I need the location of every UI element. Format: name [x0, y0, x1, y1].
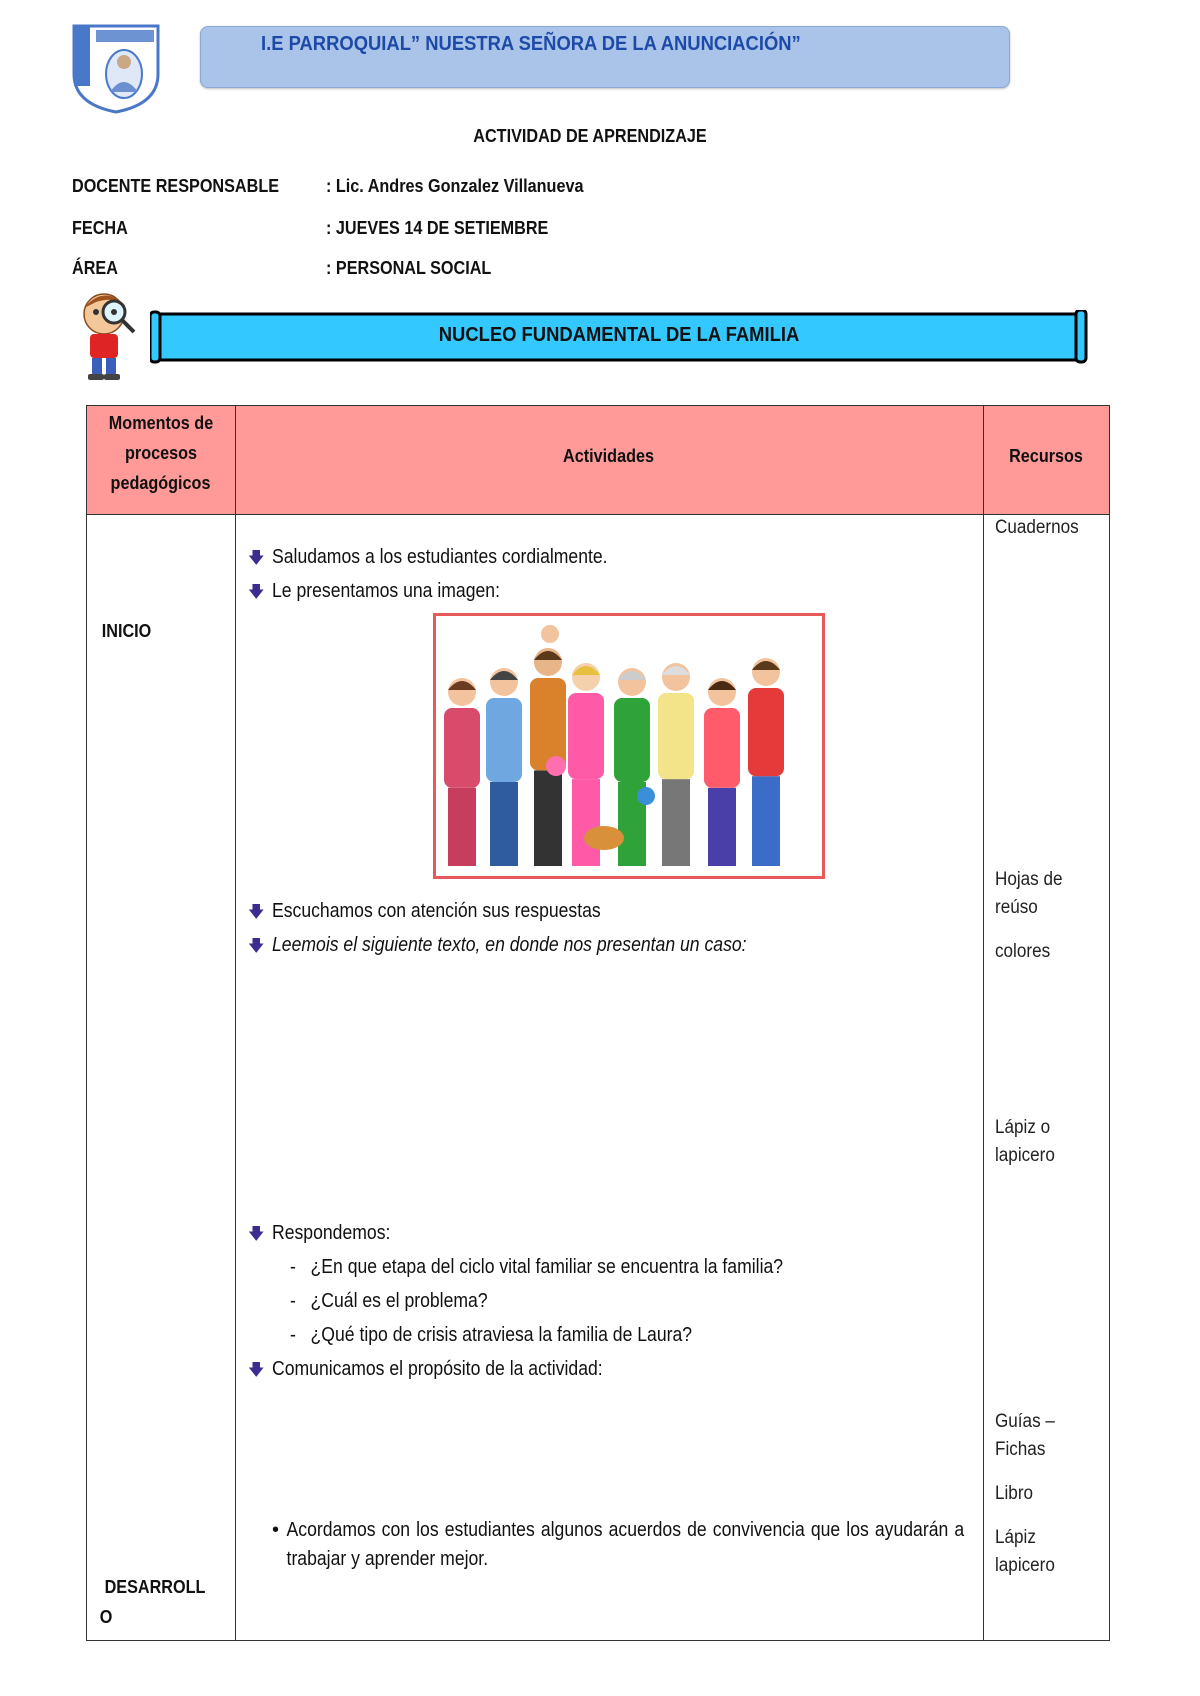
resource-lapicero: Lápiz lapicero — [995, 1527, 1055, 1576]
header-actividades: Actividades — [563, 446, 655, 466]
moment-inicio: INICIO — [101, 621, 152, 641]
column-divider — [235, 406, 236, 1640]
family-member-figure — [486, 668, 522, 866]
column-divider — [983, 406, 984, 1640]
question-item: - ¿En que etapa del ciclo vital familiar se encuentra la familia? — [290, 1256, 784, 1278]
info-row-fecha — [72, 218, 573, 239]
magnifying-boy-icon — [74, 288, 150, 384]
agreement-item: • Acordamos con los estudiantes algunos acuerdos de convivencia que los ayudarán a trabajar y aprender mejor. — [276, 1516, 956, 1574]
activity-item: 🡇 Leemois el siguiente texto, en donde nos presentan un caso: — [248, 934, 811, 962]
topic-title: NUCLEO FUNDAMENTAL DE LA FAMILIA — [438, 324, 800, 346]
family-illustration — [436, 616, 822, 876]
arrow-bullet-icon: 🡇 — [248, 550, 265, 567]
family-child-figure — [541, 625, 559, 643]
family-member-figure — [444, 678, 480, 866]
info-value: : JUEVES 14 DE SETIEMBRE — [326, 218, 549, 238]
info-label: FECHA — [72, 218, 128, 238]
activity-item: 🡇 Saludamos a los estudiantes cordialmente. — [248, 546, 653, 574]
family-member-figure — [748, 658, 784, 866]
resource-hojas: Hojas de reúso — [995, 869, 1063, 918]
school-name: I.E PARROQUIAL” NUESTRA SEÑORA DE LA ANUNCIACIÓN” — [261, 33, 801, 55]
dog-figure — [584, 826, 624, 850]
arrow-bullet-icon: 🡇 — [248, 1226, 265, 1243]
arrow-bullet-icon: 🡇 — [248, 904, 265, 921]
arrow-bullet-icon: 🡇 — [248, 1362, 265, 1379]
school-seal-icon — [70, 22, 162, 114]
family-member-figure — [704, 678, 740, 866]
family-child-figure — [546, 756, 566, 776]
header-recursos: Recursos — [1009, 446, 1083, 466]
activity-item: 🡇 Escuchamos con atención sus respuestas — [248, 900, 646, 928]
question-item: - ¿Cuál es el problema? — [290, 1290, 488, 1312]
resource-cuadernos: Cuadernos — [995, 517, 1079, 538]
info-row-area — [72, 258, 510, 279]
activity-table — [86, 405, 1110, 1641]
info-value: : PERSONAL SOCIAL — [326, 258, 492, 278]
arrow-bullet-icon: 🡇 — [248, 938, 265, 955]
resource-lapiz: Lápiz o lapicero — [995, 1117, 1055, 1166]
activity-item: 🡇 Le presentamos una imagen: — [248, 580, 531, 608]
family-child-figure — [637, 787, 655, 805]
arrow-bullet-icon: 🡇 — [248, 584, 265, 601]
resource-libro: Libro — [995, 1483, 1034, 1504]
school-name-banner — [200, 26, 1010, 88]
family-illustration-icon — [433, 613, 825, 879]
question-item: - ¿Qué tipo de crisis atraviesa la familia de Laura? — [290, 1324, 693, 1346]
family-member-figure — [530, 648, 566, 866]
document-title: ACTIVIDAD DE APRENDIZAJE — [473, 126, 707, 146]
resource-guias: Guías – Fichas — [995, 1411, 1055, 1460]
activity-item: 🡇 Comunicamos el propósito de la actividad: — [248, 1358, 648, 1386]
family-member-figure — [658, 663, 694, 866]
info-label: DOCENTE RESPONSABLE — [72, 176, 280, 196]
info-row-docente — [72, 176, 612, 197]
info-value: : Lic. Andres Gonzalez Villanueva — [326, 176, 584, 196]
header-momentos: Momentos de procesos pedagógicos — [108, 413, 214, 493]
dot-bullet-icon: • — [272, 1519, 280, 1541]
info-label: ÁREA — [72, 258, 118, 278]
activity-item: 🡇 Respondemos: — [248, 1222, 407, 1250]
moment-desarrollo: DESARROLL O — [99, 1577, 206, 1627]
resource-colores: colores — [995, 941, 1051, 962]
